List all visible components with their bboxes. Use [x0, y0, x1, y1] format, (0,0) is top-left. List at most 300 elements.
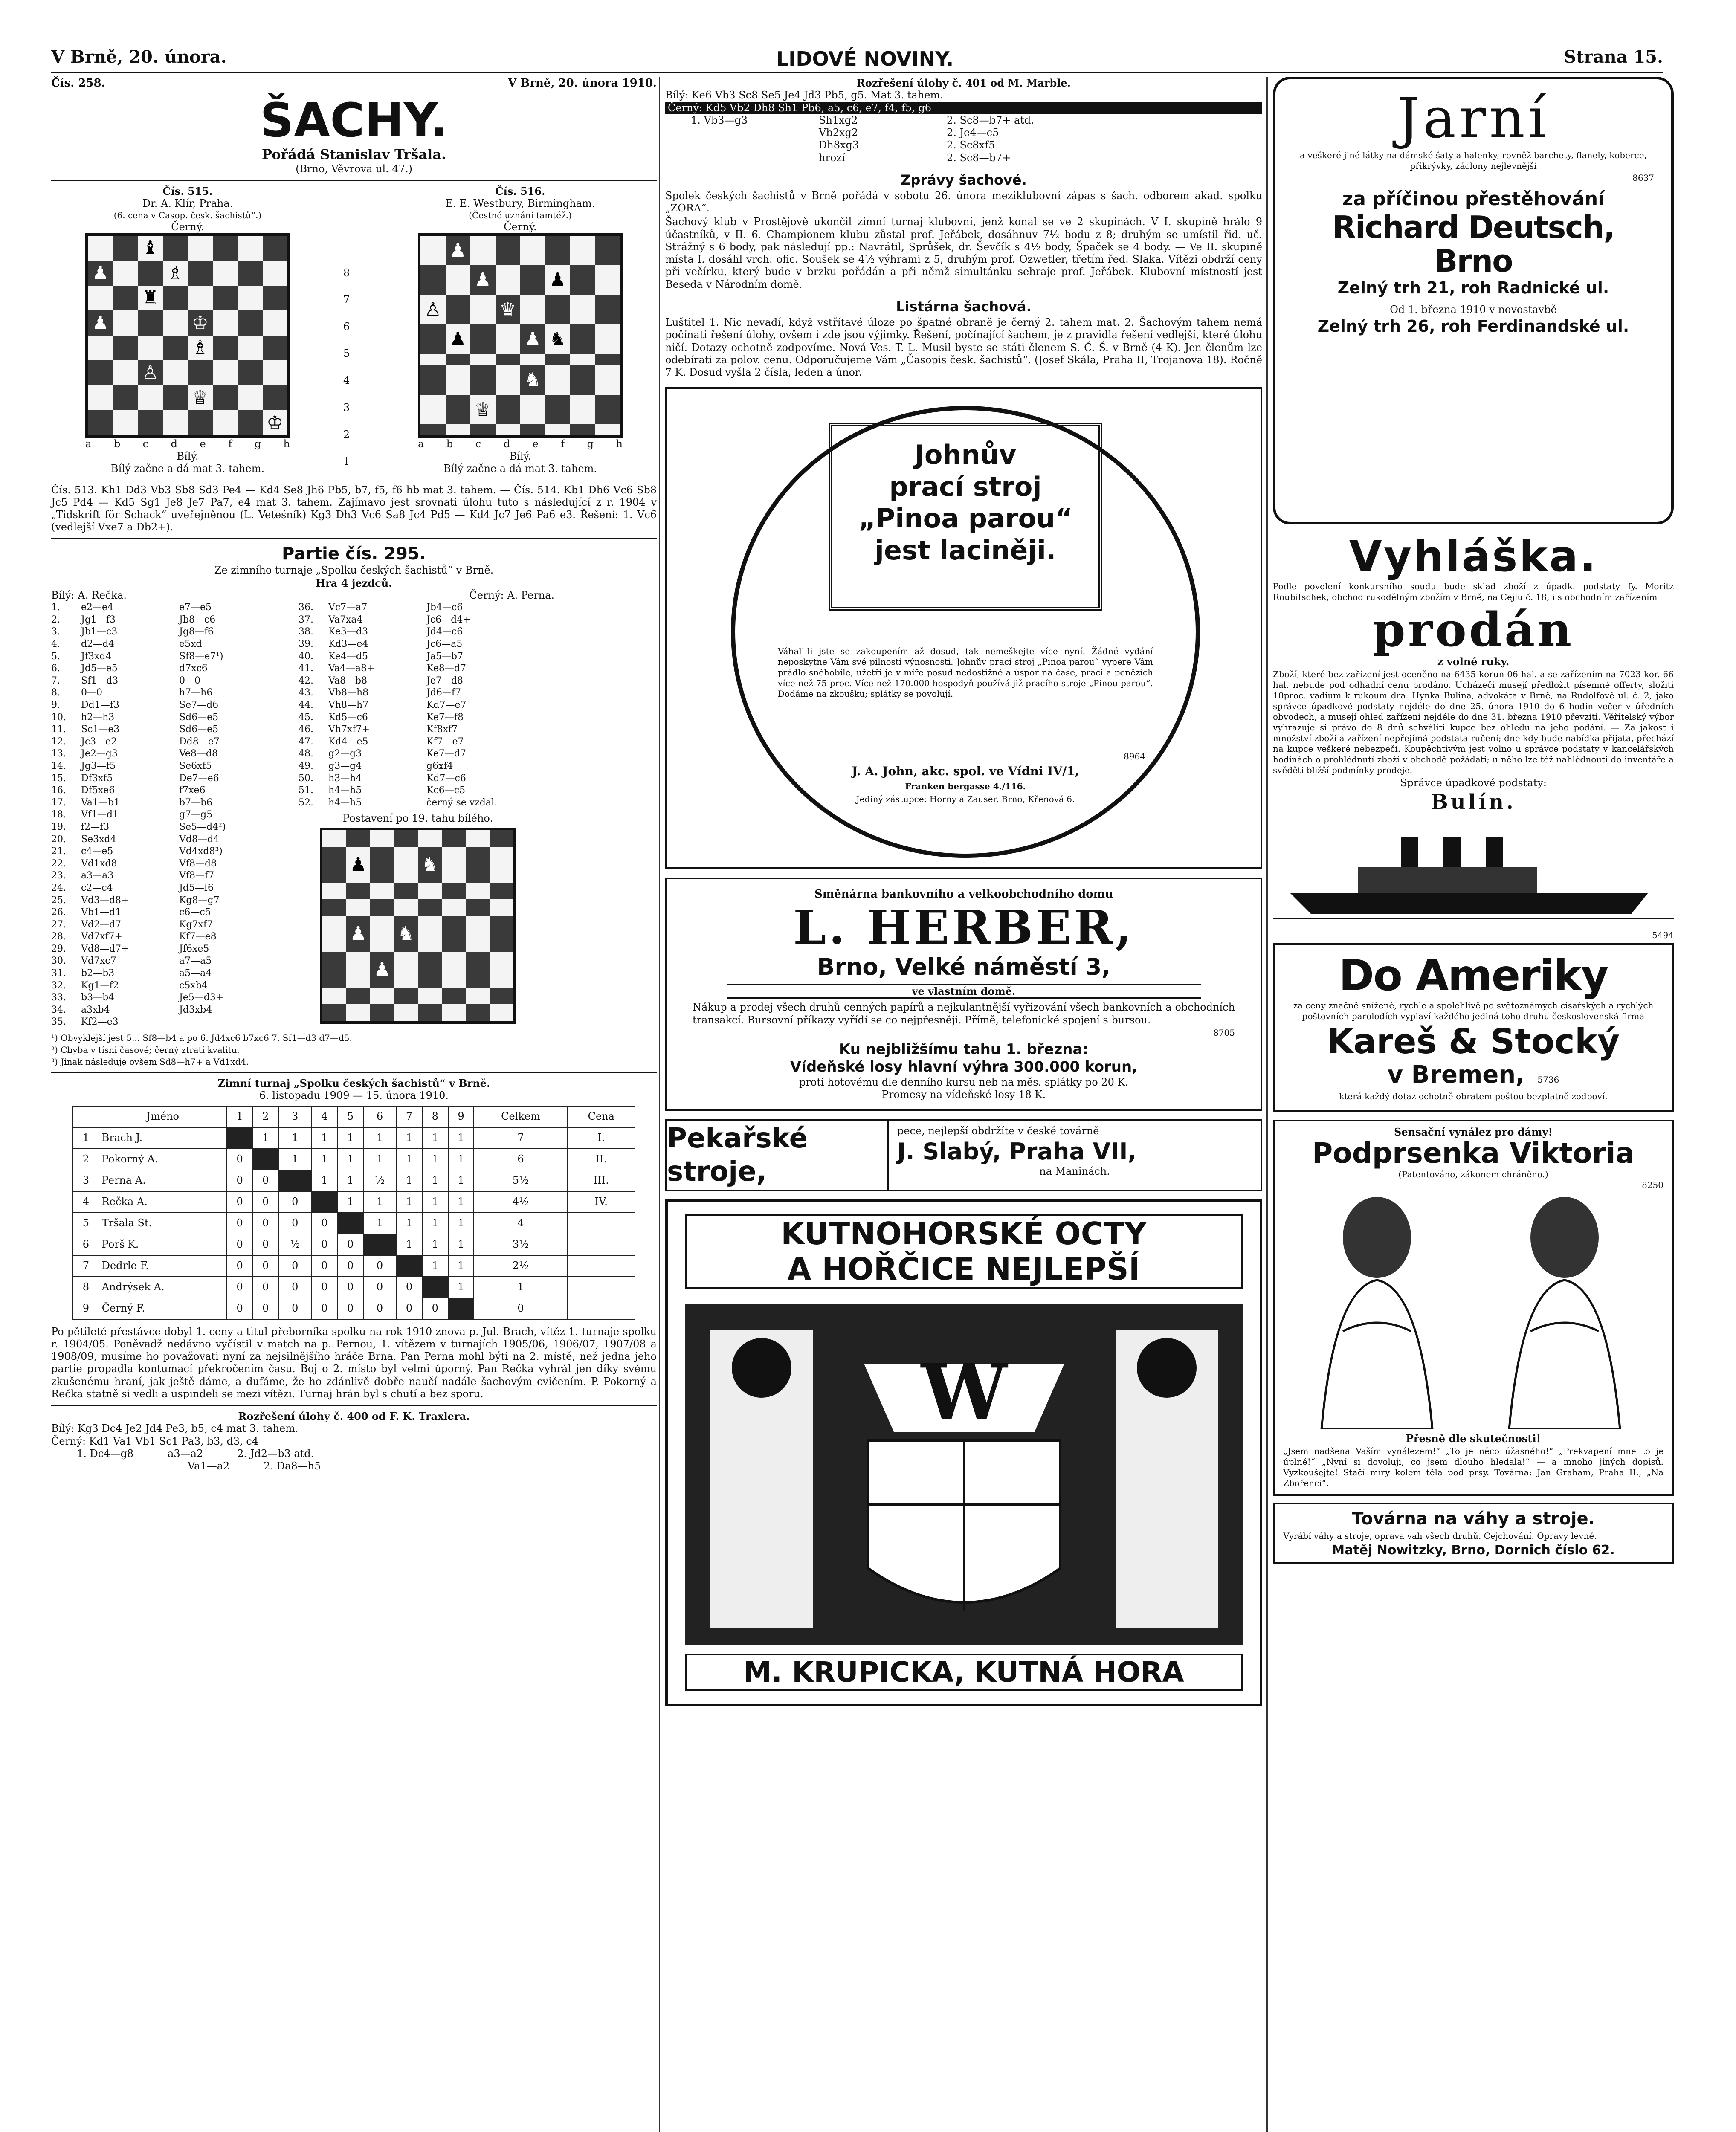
- amerika-info: která každý dotaz ochotně obratem poštou bezplatně zodpoví.: [1339, 1091, 1608, 1101]
- table-cell: 0: [278, 1277, 311, 1298]
- board-square: [163, 360, 188, 385]
- table-cell: 0: [474, 1298, 567, 1319]
- board-square: [213, 360, 238, 385]
- table-cell: 1: [422, 1170, 448, 1191]
- board-square: [263, 360, 288, 385]
- board-square: [470, 295, 496, 325]
- board-square: [138, 261, 163, 286]
- table-cell: 0: [252, 1191, 278, 1213]
- board-square: [394, 988, 418, 1005]
- board-square: [238, 261, 263, 286]
- board-square: [446, 295, 471, 325]
- move-row: 28. Vd7xf7+ Kf7—e8: [51, 931, 217, 942]
- board-square: [394, 952, 418, 988]
- board-square: [138, 385, 163, 411]
- board-square: ♟: [88, 261, 113, 286]
- table-cell: 1: [363, 1149, 396, 1170]
- table-cell: 1: [278, 1149, 311, 1170]
- board-square: [394, 1004, 418, 1021]
- table-cell: 0: [337, 1277, 363, 1298]
- board-square: [570, 424, 595, 435]
- table-cell: 0: [227, 1213, 253, 1234]
- board-square: [570, 395, 595, 425]
- table-cell: 0: [363, 1298, 396, 1319]
- table-cell: [568, 1255, 635, 1277]
- table-cell: Dedrle F.: [99, 1255, 227, 1277]
- partie-notes: [51, 1033, 657, 1067]
- herber-city: Brno, Velké náměstí 3,: [817, 953, 1110, 981]
- herber-name: L. HERBER,: [793, 900, 1134, 955]
- table-cell: II.: [568, 1149, 635, 1170]
- john-text: Váhali-li jste se zakoupením až dosud, tak nemeškejte více nyní. Žádné vydání neposkytne Vám své pilnosti výnosnosti. Johnův prací stroj „Pinoa parou“ vypere Vám prádlo snéhobíle, užetří je v míře posud nedostižné a úspor na čase, práci a penězích více než 75 proc. Více než 170.000 hospodyň používá již pracího stroje „Pinou parou“. Dodáme na zkoušku; splátky se povolují.: [778, 646, 1153, 699]
- move-row: 17. Va1—b1 b7—b6: [51, 797, 213, 808]
- problems-row: [51, 185, 657, 475]
- table-cell: 1: [278, 1127, 311, 1149]
- board-square: [490, 847, 513, 883]
- table-cell: 4½: [474, 1191, 567, 1213]
- amerika-box: [1273, 943, 1674, 1112]
- viktoria-ad: [1273, 1120, 1674, 1496]
- board-square: [88, 360, 113, 385]
- ship-illustration: [1273, 820, 1674, 927]
- move-row: 46. Vh7xf7+ Kf8xf7: [299, 724, 458, 735]
- move-row: 2. Jg1—f3 Jb8—c6: [51, 614, 216, 625]
- board-square: ♟: [446, 236, 471, 266]
- table-cell: ½: [363, 1170, 396, 1191]
- position-caption: Postavení po 19. tahu bílého.: [342, 812, 493, 825]
- vyhlaska-ad: [1273, 533, 1674, 814]
- herber-own: ve vlastním domě.: [727, 984, 1201, 999]
- herber-lottery: Ku nejbližšímu tahu 1. března:: [839, 1040, 1089, 1058]
- board-square: [346, 952, 370, 988]
- partie-title: Partie čís. 295.: [282, 544, 426, 564]
- move-row: 13. Je2—g3 Ve8—d8: [51, 748, 218, 759]
- board-square: [238, 360, 263, 385]
- move-row: 42. Va8—b8 Je7—d8: [299, 675, 463, 686]
- table-cell: 1: [73, 1127, 99, 1149]
- table-cell: 1: [448, 1170, 474, 1191]
- board-square: ♞: [418, 847, 442, 883]
- board-square: ♕: [470, 395, 496, 425]
- board-square: [570, 354, 595, 365]
- table-cell: [252, 1149, 278, 1170]
- table-cell: Tršala St.: [99, 1213, 227, 1234]
- move-row: 39. Kd3—e4 Jc6—a5: [299, 639, 463, 650]
- board-square: [420, 236, 446, 266]
- move-row: 52. h4—h5 černý se vzdal.: [299, 797, 497, 808]
- move-row: 29. Vd8—d7+ Jf6xe5: [51, 943, 209, 954]
- board-square: [346, 1004, 370, 1021]
- deutsch-firm: Richard Deutsch, Brno: [1332, 209, 1614, 279]
- chess-board: [418, 233, 623, 438]
- board-square: [322, 916, 346, 952]
- board-square: ♕: [188, 385, 213, 411]
- board-square: [570, 324, 595, 354]
- board-square: [238, 236, 263, 261]
- table-cell: 0: [396, 1298, 422, 1319]
- board-files: a b c d e f g h: [418, 437, 623, 450]
- move-row: 12. Jc3—e2 Dd8—e7: [51, 736, 220, 747]
- black-label: Černý.: [171, 220, 204, 233]
- board-square: ♟: [370, 952, 394, 988]
- board-square: [113, 385, 138, 411]
- board-square: [418, 952, 442, 988]
- vyhlaska-sprave: Správce úpadkové podstaty:: [1400, 777, 1547, 789]
- table-cell: 5: [73, 1213, 99, 1234]
- note: ¹) Obvyklejší jest 5... Sf8—b4 a po 6. Jd4xc6 b7xc6 7. Sf1—d3 d7—d5.: [51, 1033, 352, 1043]
- move-row: 8. 0—0 h7—h6: [51, 687, 213, 698]
- ad-number: 5736: [1537, 1075, 1559, 1085]
- viktoria-proof: Přesně dle skutečnosti!: [1406, 1432, 1541, 1445]
- board-square: [496, 395, 521, 425]
- board-square: ♟: [520, 324, 545, 354]
- john-agent: Jediný zástupce: Horny a Zauser, Brno, Křenová 6.: [856, 794, 1075, 805]
- board-square: [470, 354, 496, 365]
- amerika-title: Do Ameriky: [1339, 950, 1608, 1001]
- amerika-text: za ceny značně snížené, rychle a spolehlivě po světoznámých císařských a rychlých poštovních parolodích vyplaví každého jediná toho druhu československá firma: [1293, 1000, 1654, 1022]
- board-square: [370, 916, 394, 952]
- board-square: [545, 395, 571, 425]
- table-cell: 1: [448, 1149, 474, 1170]
- listarna-title: Listárna šachová.: [896, 298, 1032, 315]
- table-header: 5: [337, 1106, 363, 1127]
- table-cell: 1: [448, 1255, 474, 1277]
- table-cell: 1: [448, 1277, 474, 1298]
- table-cell: [227, 1127, 253, 1149]
- board-square: [346, 988, 370, 1005]
- board-square: [420, 365, 446, 395]
- viktoria-illustration: [1283, 1191, 1658, 1429]
- board-square: [370, 883, 394, 900]
- table-cell: 0: [252, 1234, 278, 1255]
- table-cell: 0: [337, 1255, 363, 1277]
- table-cell: 1: [474, 1277, 567, 1298]
- board-square: ♙: [138, 360, 163, 385]
- deutsch-ad: [1273, 77, 1674, 524]
- jarni-title: Jarní: [1397, 86, 1550, 151]
- board-square: [442, 899, 466, 916]
- board-square: [418, 988, 442, 1005]
- board-square: [263, 385, 288, 411]
- move-row: 4. d2—d4 e5xd: [51, 639, 202, 650]
- move-row: 37. Va7xa4 Jc6—d4+: [299, 614, 471, 625]
- table-cell: 1: [422, 1213, 448, 1234]
- problem-516: [384, 185, 657, 475]
- board-square: [545, 354, 571, 365]
- table-cell: 0: [278, 1255, 311, 1277]
- table-cell: Pokorný A.: [99, 1149, 227, 1170]
- table-cell: [337, 1213, 363, 1234]
- table-cell: 1: [363, 1127, 396, 1149]
- board-square: [520, 395, 545, 425]
- board-square: [238, 410, 263, 435]
- problem-source: (Čestné uznání tamtéž.): [469, 210, 572, 220]
- table-cell: 1: [311, 1170, 337, 1191]
- problem-number: Čís. 516.: [495, 185, 545, 198]
- deutsch-street2: Zelný trh 26, roh Ferdinandské ul.: [1317, 316, 1629, 336]
- table-row: [73, 1298, 635, 1319]
- move-row: 40. Ke4—d5 Ja5—b7: [299, 651, 464, 662]
- table-cell: 7: [73, 1255, 99, 1277]
- solution-400-black: Černý: Kd1 Va1 Vb1 Sc1 Pa3, b3, d3, c4: [51, 1435, 259, 1447]
- table-cell: 2: [73, 1149, 99, 1170]
- table-cell: 0: [227, 1234, 253, 1255]
- table-cell: 3½: [474, 1234, 567, 1255]
- vahy-ad: [1273, 1503, 1674, 1564]
- chess-board: [320, 828, 516, 1024]
- solution-401-black: Černý: Kd5 Vb2 Dh8 Sh1 Pb6, a5, c6, e7, f4, f5, g6: [665, 102, 1262, 114]
- table-cell: ½: [278, 1234, 311, 1255]
- board-square: [442, 988, 466, 1005]
- problem-caption: Bílý začne a dá mat 3. tahem.: [443, 463, 597, 475]
- table-cell: 1: [311, 1149, 337, 1170]
- krupicka-footer: M. KRUPICKA, KUTNÁ HORA: [685, 1654, 1243, 1692]
- problem-author: Dr. A. Klír, Praha.: [142, 197, 233, 210]
- move-row: 33. b3—b4 Je5—d3+: [51, 992, 224, 1003]
- board-square: [490, 830, 513, 847]
- table-header: Cena: [568, 1106, 635, 1127]
- table-header: 2: [252, 1106, 278, 1127]
- move-row: 34. a3xb4 Jd3xb4: [51, 1004, 212, 1015]
- board-square: [446, 354, 471, 365]
- partie-subtitle: Ze zimního turnaje „Spolku českých šachistů“ v Brně.: [214, 564, 494, 576]
- board-square: [188, 236, 213, 261]
- table-cell: 1: [448, 1127, 474, 1149]
- move-row: 16. Df5xe6 f7xe6: [51, 785, 206, 796]
- move-row: 1. e2—e4 e7—e5: [51, 602, 212, 613]
- board-square: [496, 424, 521, 435]
- move-row: 27. Vd2—d7 Kg7xf7: [51, 919, 213, 930]
- board-square: ♟: [88, 310, 113, 336]
- board-square: [138, 410, 163, 435]
- table-header: 3: [278, 1106, 311, 1127]
- board-square: [466, 899, 490, 916]
- vahy-text: Vyrábí váhy a stroje, oprava vah všech druhů. Cejchování. Opravy levné.: [1283, 1530, 1597, 1541]
- board-square: [496, 365, 521, 395]
- board-files: a b c d e f g h: [85, 437, 290, 450]
- move-row: 15. Df3xf5 De7—e6: [51, 773, 219, 784]
- move-row: 9. Dd1—f3 Se7—d6: [51, 700, 219, 711]
- board-square: [520, 265, 545, 295]
- board-square: [545, 295, 571, 325]
- john-headline: Johnův prací stroj „Pinoa parou“ jest laciněji.: [829, 423, 1102, 611]
- move-row: 5. Jf3xd4 Sf8—e7¹): [51, 651, 223, 662]
- moves-list-left: [51, 602, 290, 1028]
- table-cell: 0: [278, 1213, 311, 1234]
- board-square: [420, 424, 446, 435]
- chess-title: ŠACHY.: [260, 93, 448, 148]
- table-cell: I.: [568, 1127, 635, 1149]
- board-square: [420, 324, 446, 354]
- move-row: 19. f2—f3 Se5—d4²): [51, 821, 226, 832]
- problem-515: [51, 185, 324, 475]
- move-row: 35. Kf2—e3: [51, 1017, 119, 1028]
- slaby-top: pece, nejlepší obdržíte v české továrně: [897, 1125, 1099, 1137]
- board-square: [163, 236, 188, 261]
- table-cell: Brach J.: [99, 1127, 227, 1149]
- board-square: [490, 1004, 513, 1021]
- table-header: 8: [422, 1106, 448, 1127]
- table-row: [73, 1170, 635, 1191]
- board-square: [570, 295, 595, 325]
- board-square: [595, 424, 620, 435]
- table-cell: [363, 1234, 396, 1255]
- partie-opening: Hra 4 jezdců.: [316, 576, 392, 589]
- table-cell: 0: [363, 1255, 396, 1277]
- board-square: [113, 410, 138, 435]
- table-cell: [278, 1170, 311, 1191]
- table-cell: 1: [337, 1191, 363, 1213]
- move-row: 6. Jd5—e5 d7xc6: [51, 663, 208, 674]
- viktoria-top: Sensační vynález pro dámy!: [1394, 1125, 1553, 1138]
- ad-number: 8250: [1642, 1179, 1664, 1190]
- table-cell: 1: [363, 1191, 396, 1213]
- board-square: [470, 236, 496, 266]
- board-square: ♟: [470, 265, 496, 295]
- news-title: Zprávy šachové.: [901, 171, 1027, 188]
- table-cell: 0: [227, 1255, 253, 1277]
- ad-number: 8964: [1124, 751, 1145, 762]
- board-square: [520, 354, 545, 365]
- jarni-za: za příčinou přestěhování: [1342, 188, 1605, 210]
- board-square: [238, 336, 263, 361]
- table-cell: [568, 1298, 635, 1319]
- board-square: [88, 385, 113, 411]
- right-column: [1273, 77, 1674, 1564]
- table-row: [73, 1255, 635, 1277]
- herber-ad: [665, 878, 1262, 1111]
- board-square: [595, 236, 620, 266]
- black-label: Černý.: [504, 220, 537, 233]
- board-square: [188, 360, 213, 385]
- board-square: [520, 295, 545, 325]
- move-row: 38. Ke3—d3 Jd4—c6: [299, 626, 463, 637]
- board-square: [496, 354, 521, 365]
- table-cell: 0: [396, 1277, 422, 1298]
- move-row: 21. c4—e5 Vd4xd8³): [51, 846, 223, 857]
- table-cell: 6: [474, 1149, 567, 1170]
- chess-dateline: V Brně, 20. února 1910.: [508, 77, 657, 90]
- board-square: [418, 899, 442, 916]
- board-square: [370, 988, 394, 1005]
- board-square: [490, 916, 513, 952]
- chess-issue-line: [51, 77, 657, 90]
- board-square: [213, 336, 238, 361]
- board-square: [496, 324, 521, 354]
- board-square: [163, 286, 188, 311]
- board-square: [394, 899, 418, 916]
- board-square: [238, 286, 263, 311]
- partie-players: [51, 589, 554, 602]
- table-cell: 1: [448, 1213, 474, 1234]
- solution-401-white: Bílý: Ke6 Vb3 Sc8 Se5 Je4 Jd3 Pb5, g5. Mat 3. tahem.: [665, 89, 943, 101]
- board-square: [138, 310, 163, 336]
- news-item: Spolek českých šachistů v Brně pořádá v sobotu 26. února meziklubovní zápas s šach. odborem akad. spolku „ZORA“.: [665, 189, 1262, 214]
- table-header: Jméno: [99, 1106, 227, 1127]
- table-header: [73, 1106, 99, 1127]
- board-square: [446, 265, 471, 295]
- board-square: [466, 1004, 490, 1021]
- board-square: [88, 336, 113, 361]
- table-row: [73, 1191, 635, 1213]
- black-player: Černý: A. Perna.: [469, 589, 554, 601]
- board-square: [446, 395, 471, 425]
- problem-caption: Bílý začne a dá mat 3. tahem.: [111, 463, 264, 475]
- table-cell: III.: [568, 1170, 635, 1191]
- table-cell: 1: [422, 1127, 448, 1149]
- middle-column: [665, 77, 1262, 1706]
- table-cell: Porš K.: [99, 1234, 227, 1255]
- slaby-left: Pekařské stroje,: [667, 1121, 889, 1190]
- board-square: [545, 365, 571, 395]
- board-square: [446, 365, 471, 395]
- board-square: ♟: [545, 265, 571, 295]
- board-square: [466, 988, 490, 1005]
- header-page: Strana 15.: [1564, 47, 1663, 67]
- jarni-text: a veškeré jiné látky na dámské šaty a halenky, rovněž barchety, flanely, koberce, přikrývky, záclony nejlevnější: [1300, 150, 1647, 171]
- table-cell: 1: [396, 1149, 422, 1170]
- board-square: [470, 424, 496, 435]
- move-row: 47. Kd4—e5 Kf7—e7: [299, 736, 464, 747]
- tournament-report: Po pětileté přestávce dobyl 1. ceny a titul přeborníka spolku na rok 1910 znova p. Jul. Brach, vítěz 1. turnaje spolku r. 1904/05. Poněvadž nedávno vyčístil v match na p. Pernou, 1. vítězem v turnajích 1905/06, 1906/07, 1907/08 a 1908/09, musíme ho považovati nyní za nejsilnějšího hráče Brna. Pan Perna mohl býti na 2. místě, než jedna jeho partie propadla kontumací překročením času. Boj o 2. místo byl velmi úporný. Pan Rečka vyhrál jen díky svému zkušenému hraní, jak ještě dáme, a dufáme, že ho zdánlivě dobře naučí nadále šachovým cvičením. P. Pokorný a Rečka statně si vedli a uspindeli se mezi vítězi. Turnaj hrán byl s chutí a bez sporu.: [51, 1325, 657, 1400]
- news-item: Šachový klub v Prostějově ukončil zimní turnaj klubovní, jenž konal se ve 2 skupinách. V I. skupině hrálo 9 účastníků, v II. 6. Championem klubu zůstal prof. Jeřábek, dosáhnuv 7½ bodu z 8; druhým se umístil řid. uč. Strážný s 6 body, pak následují pp.: Navrátil, Sprůšek, dr. Ševčík s 4½ body, Špaček se 4 body. — Ve II. skupině místa I. dosáhl vrch. ofic. Soušek se 4½ výhrami z 5, druhým prof. Ozwetler, třetím řed. Slaka. Vítězi obdrží ceny při večírku, který bude v brzku pořádán a při němž simultánku sehraje prof. Jeřábek. Klubovní místností jest Beseda v Národním domě.: [665, 216, 1262, 290]
- table-header: 6: [363, 1106, 396, 1127]
- slaby-right: [889, 1121, 1261, 1190]
- move-row: 48. g2—g3 Ke7—d7: [299, 748, 466, 759]
- table-cell: 2½: [474, 1255, 567, 1277]
- board-square: [113, 360, 138, 385]
- table-cell: 1: [396, 1170, 422, 1191]
- board-square: [420, 354, 446, 365]
- board-square: [595, 265, 620, 295]
- table-cell: 1: [422, 1149, 448, 1170]
- board-square: [570, 265, 595, 295]
- white-player: Bílý: A. Rečka.: [51, 589, 127, 601]
- move-row: 3. Jb1—c3 Jg8—f6: [51, 626, 214, 637]
- ad-number: 8637: [1632, 173, 1654, 183]
- board-square: [394, 883, 418, 900]
- table-cell: 1: [311, 1127, 337, 1149]
- board-square: [88, 410, 113, 435]
- board-square: [138, 336, 163, 361]
- page-header: [51, 47, 1663, 73]
- column-rule: [1266, 77, 1268, 2132]
- board-square: [213, 261, 238, 286]
- table-cell: 0: [227, 1149, 253, 1170]
- move-row: 14. Jg3—f5 Se6xf5: [51, 760, 212, 771]
- board-square: [466, 952, 490, 988]
- deutsch-street1: Zelný trh 21, roh Radnické ul.: [1337, 278, 1609, 298]
- move-row: 32. Kg1—f2 c5xb4: [51, 980, 208, 991]
- board-square: [188, 410, 213, 435]
- solution-400-lines: 1. Dc4—g8 a3—a2 2. Jd2—b3 atd.: [77, 1447, 314, 1460]
- table-cell: 0: [252, 1277, 278, 1298]
- board-square: ♟: [346, 847, 370, 883]
- table-header: 7: [396, 1106, 422, 1127]
- table-cell: 1: [252, 1127, 278, 1149]
- board-square: [188, 286, 213, 311]
- note: ²) Chyba v tísni časové; černý ztratí kvalitu.: [51, 1045, 240, 1055]
- board-square: [420, 395, 446, 425]
- listarna-text: Luštitel 1. Nic nevadí, když vstřítavé úloze po špatné obraně je černý 2. tahem mat. 2. Šachovým tahem nemá počínati řešení úlohy, ovšem i zde jsou výjimky. Řešení, počínající šachem, je z pravidla řešení vedlejší, které úlohu ničí. Dotazy ochotně zodpovíme. Nová Ves. T. L. Musil byste se státi členem S. Č. Š. v Brně (4 K). Jen členům lze odebírati za polov. cenu. Odporučujeme Vám „Časopis česk. šachistů“. (Josef Skála, Praha II, Trojanova 18). Ročně 7 K. Dosud vyšla 2 čísla, leden a únor.: [665, 316, 1262, 379]
- herber-text: Nákup a prodej všech druhů cenných papírů a nejkulantnější vyřizování všech bankovních a obchodních transakcí. Bursovní příkazy vyřídí se co nejpřesněji. Přímě, telefonické spojení s bursou.: [693, 1001, 1235, 1026]
- vyhlaska-prodan: prodán: [1372, 602, 1574, 657]
- move-row: 23. a3—a3 Vf8—f7: [51, 870, 214, 881]
- board-square: [213, 410, 238, 435]
- board-square: [442, 830, 466, 847]
- board-square: [595, 395, 620, 425]
- board-square: [490, 952, 513, 988]
